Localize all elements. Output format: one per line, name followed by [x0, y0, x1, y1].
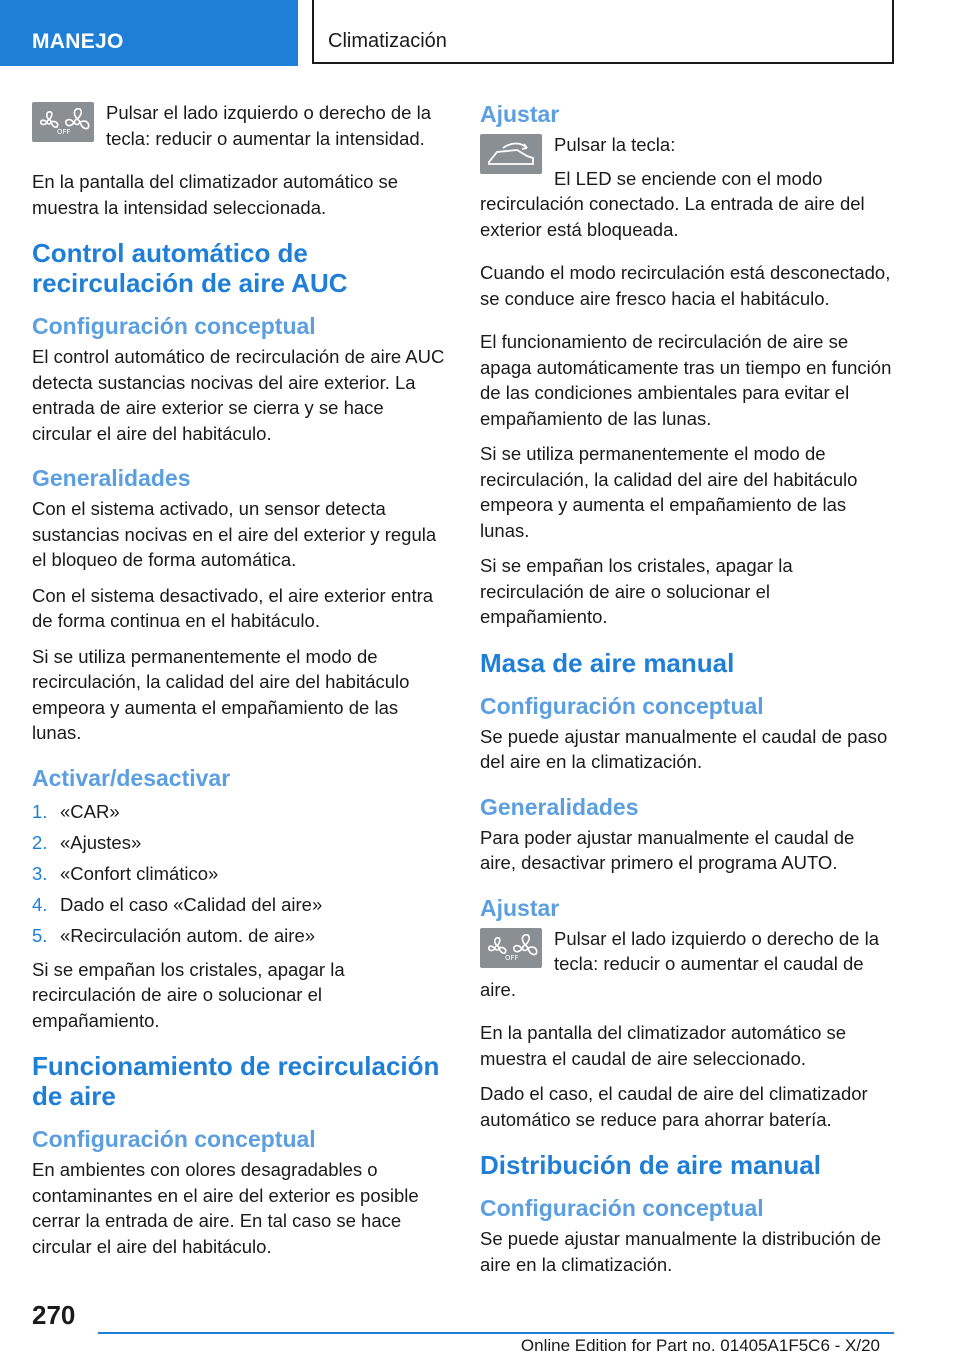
paragraph: Con el sistema desactivado, el aire exterior entra de forma continua en el habitáculo. [32, 584, 434, 631]
subheading-adjust: Ajustar [480, 894, 560, 921]
subheading-activate: Activar/desactivar [32, 764, 231, 791]
footer-divider [98, 1332, 894, 1334]
fan-off-icon [32, 102, 94, 142]
fan-intensity-block [32, 100, 446, 159]
subheading-concept: Configuración conceptual [480, 692, 764, 719]
section-tab: MANEJO [0, 0, 298, 66]
subheading-general: Generalidades [32, 465, 191, 491]
paragraph: El LED se enciende con el modo recirculación conectado. La entrada de aire del exterior está bloqueada. [480, 167, 865, 240]
paragraph: Si se utiliza permanentemente el modo de recirculación, la calidad del aire del habitáculo empeora y aumenta el empañamiento de las lunas. [32, 645, 410, 743]
footer-edition: Online Edition for Part no. 01405A1F5C6 - X/20 [520, 1336, 880, 1355]
fan-off-icon [480, 928, 542, 968]
paragraph: Si se empañan los cristales, apagar la recirculación de aire o solucionar el empañamiento. [480, 555, 793, 627]
paragraph: El control automático de recirculación de aire AUC detecta sustancias nocivas del aire exterior. La entrada de aire exterior se cierra y se hace circular el aire del habitáculo. [32, 346, 445, 444]
heading-recirculation: Funcionamiento de recirculación de aire [32, 1051, 440, 1111]
fan-intensity-text: Pulsar el lado izquierdo o derecho de la tecla: reducir o aumentar la intensidad. [106, 102, 431, 149]
fan-flow-block [480, 926, 894, 1011]
paragraph: Pulsar la tecla: [554, 134, 676, 155]
fan-flow-text: Pulsar el lado izquierdo o derecho de la tecla: reducir o aumentar el caudal de aire. [480, 927, 879, 1000]
paragraph: Dado el caso, el caudal de aire del climatizador automático se reduce para ahorrar batería. [480, 1083, 868, 1130]
list-item: 5. «Recirculación autom. de aire» [32, 924, 316, 946]
list-item: 4. Dado el caso «Calidad del aire» [32, 893, 323, 915]
paragraph: Con el sistema activado, un sensor detecta sustancias nocivas en el aire del exterior y regula el bloqueo de forma automática. [32, 498, 437, 570]
paragraph: Cuando el modo recirculación está desconectado, se conduce aire fresco hacia el habitáculo. [480, 262, 891, 309]
heading-manual-distribution: Distribución de aire manual [480, 1150, 821, 1180]
subheading-adjust: Ajustar [480, 101, 560, 127]
svg-text:OFF: OFF [505, 953, 519, 962]
left-column [32, 100, 446, 1269]
list-item: 3. «Confort climático» [32, 862, 219, 884]
page-number: 270 [32, 1300, 76, 1330]
steps-list [32, 796, 446, 951]
subheading-concept: Configuración conceptual [32, 1126, 316, 1152]
paragraph: El funcionamiento de recirculación de aire se apaga automáticamente tras un tiempo en función de las condiciones ambientales para evitar el empañamiento de las lunas. [480, 331, 892, 429]
list-item: 2. «Ajustes» [32, 831, 142, 853]
chapter-title: Climatización [312, 0, 894, 64]
recirculation-car-icon [480, 134, 542, 174]
paragraph: En la pantalla del climatizador automático se muestra la intensidad seleccionada. [32, 171, 399, 218]
paragraph: En ambientes con olores desagradables o contaminantes en el aire del exterior es posible cerrar la entrada de aire. En tal caso se hace circular el aire del habitáculo. [32, 1159, 419, 1257]
paragraph: Si se empañan los cristales, apagar la recirculación de aire o solucionar el empañamiento. [32, 958, 345, 1031]
paragraph: En la pantalla del climatizador automático se muestra el caudal de aire seleccionado. [480, 1022, 847, 1069]
svg-text:OFF: OFF [57, 128, 71, 136]
list-item: 1. «CAR» [32, 800, 120, 822]
paragraph: Si se utiliza permanentemente el modo de recirculación, la calidad del aire del habitáculo empeora y aumenta el empañamiento de las lunas. [480, 443, 858, 541]
heading-manual-air-mass: Masa de aire manual [480, 647, 735, 678]
paragraph: Se puede ajustar manualmente el caudal de paso del aire en la climatización. [480, 725, 888, 772]
paragraph: Se puede ajustar manualmente la distribución de aire en la climatización. [480, 1228, 882, 1275]
heading-auc: Control automático de recirculación de aire AUC [32, 238, 348, 298]
paragraph: Para poder ajustar manualmente el caudal de aire, desactivar primero el programa AUTO. [480, 826, 855, 873]
subheading-concept: Configuración conceptual [32, 313, 316, 339]
subheading-concept: Configuración conceptual [480, 1195, 764, 1221]
subheading-general: Generalidades [480, 793, 639, 820]
right-column [480, 100, 894, 1287]
recirculation-block [480, 132, 894, 250]
